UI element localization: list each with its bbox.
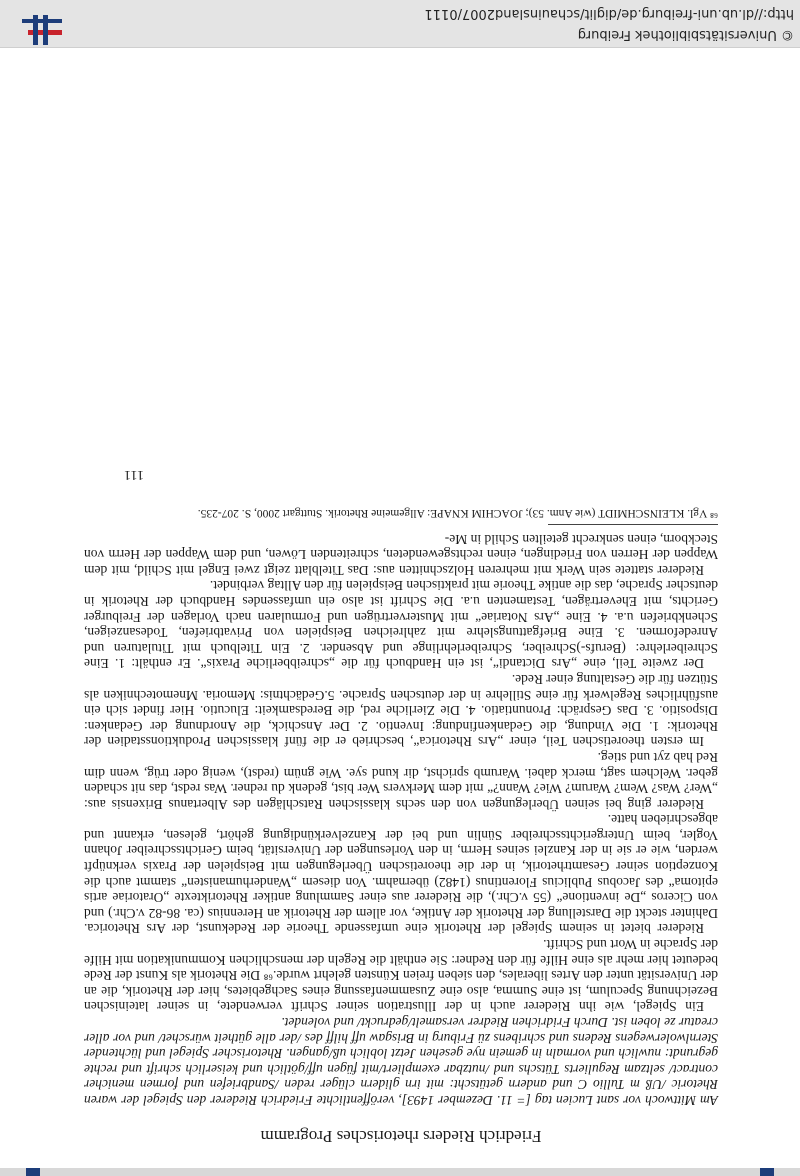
paragraph: Ein Spiegel, wie ihn Riederer auch in der Illustration seiner Schrift verwendete, in seiner lateinischen Bezeichnung Speculum, ist eine Summa, also eine Zusammenfassung eines Sachgebietes, hier der Rhetorik, die an der Universität unter den Artes liberales, den sieben freien Künsten gelehrt wurde.⁶⁸ Die Rhetorik als Kunst der Rede bedeutet hier mehr als eine Hilfe für den Redner: Sie enthält die Regeln der menschlichen Kommunikation mit Hilfe der Sprache in Wort und Schrift. [84, 937, 718, 1015]
paragraph: Am Mittwoch vor sant Lucien tag [= 11. Dezember 1493], veröffentlichte Friedrich Riederer den Spiegel der waren Rhetoric /Uß m Tullio C und andern getütscht: mit irn glidern clüger reden /Sandbriefen und formen menicher contract/ seltzam Regulierts Tütschs und /nutzbar exempliert/mit fügen uff/götlich und keiserlich schrift und rechte gegrundt: nuwlich und vormaln in gemein nye gesehen Jetzt loblich uß/gangen. Rhetorischer Spiegel und lüchtender Sternlwolerwegens Redens und schribens zü Friburg in Brisgaw uff hilff des /der alle gütheit würschet/ und vor aller creatur ze loben ist. Durch Fridrichen Riedrer versamelt/gedruckt/ und volendet. [84, 1015, 718, 1108]
footnote-rule [548, 524, 718, 525]
permalink-link[interactable]: http://dl.ub.uni-freiburg.de/diglit/schauinsland2007/0111 [424, 6, 794, 21]
paragraph: Riederer ging bei seinen Überlegungen von den sechs klassischen Ratschlägen des Albertanus Brixensis aus: „Wer? Was? Wem? Warum? Wie? Wann?“ mit dem Merkvers Wer bist, gedenk du redner. Was redst, das nit schaden geber. Welchem sagt, merck dabei. Warumb sprichst, dir kund sye. Wie gnüm (redst), wenig oder trüg, wenn dim Red hab zyt und stieg. [84, 749, 718, 812]
viewer-top-edge [0, 1168, 800, 1176]
page-title: Friedrich Rieders rhetorisches Programm [260, 1127, 542, 1146]
body-text [84, 531, 718, 1108]
library-footer [0, 0, 800, 48]
copyright-text: © Universitätsbibliothek Freiburg [577, 27, 794, 42]
ub-freiburg-logo-icon [12, 9, 62, 45]
document-page [84, 466, 718, 1156]
paragraph: Der zweite Teil, eine „Ars Dictandi“, ist ein Handbuch für die „schreibberliche Praxis“. Er enthält: 1. Eine Schreiberlehre: (Berufs-)Schreiber, Schreiberlehrlinge und Absender. 2. Ein Titelbuch mit Titulaturen und Anredeformen. 3. Eine Briefgattungslehre mit zahlreichen Beispielen von Privatbriefen, Todesanzeigen, Schenkbriefen u.a. 4. Eine „Ars Notariae“ mit Mustervertrügen und Formularen nach Vorlagen der Freiburger Gerichts, mit Eheverträgen, Testamenten u.a. Die Schrift ist also ein umfassendes Handbuch der Rhetorik in deutscher Sprache, das die antike Theorie mit praktischen Beispielen für den Alltag verbindet. [84, 578, 718, 672]
page-number: 111 [124, 467, 144, 483]
footnote: ⁶⁸ Vgl. KLEINSCHMIDT (wie Anm. 53); JOACHIM KNAPE: Allgemeine Rhetorik. Stuttgart 2000, S. 207-235. [197, 507, 718, 520]
paragraph: Im ersten theoretischen Teil, einer „Ars Rhetorica“, beschrieb er die fünf klassischen Produktionsstadien der Rhetorik: 1. Die Vindung, die Gedankenfindung: Inventio. 2. Der Anschick, die Anordnung der Gedanken: Dispositio. 3. Das Gespräch: Pronuntiatio. 4. Die Zierliche red, die Beredsamkeit: Elucutio. Hier findet sich ein ausführliches Regelwerk für eine Stillehre in der deutschen Sprache. 5.Gedächtnis: Memoria. Mnemotechniken als Stützen für die Gestaltung einer Rede. [84, 671, 718, 750]
paragraph: Riederer bietet in seinem Spiegel der Rhetorik eine umfassende Theorie der Redekunst, der Ars Rhetorica. Dahinter steckt die Darstellung der Rhetorik der Antike, vor allem der Rhetorik an Herennius (ca. 86-82 v.Chr.) und von Ciceros „De inventione“ (55 v.Chr.), die Riederer aus einer Sammlung antiker Rhetoriktexte „Oratoriae artis epitoma“ des Jacobus Publicius Florentinus (1482) übernahm. Von diesem „Wanderhumanisten“ stammt auch die Konzeption seiner Gesamtrhetorik, in der die theoretischen Überlegungen mit Beispielen der Praxis verknüpft werden, wie er sie in der Kanzlei seines Herrn, in den Vorlesungen der Universität, beim Gerichtsschreiber Johann Vogler, beim Untergerichtsschreiber Sünlin und bei der Kanzelverkündigung gehört, gelesen, erkannt und abgeschrieben hatte. [84, 812, 718, 937]
top-marker-right [26, 1168, 40, 1176]
paragraph: Riederer stattete sein Werk mit mehreren Holzschnitten aus: Das Titelblatt zeigt zwei Engel mit Schild, mit dem Wappen der Herren von Friedingen, einen rechtsgewendeten, schreitenden Löwen, und dem Wappen der Herrn von Steckborn, einen senkrecht geteilten Schild in Me- [84, 531, 718, 578]
top-marker-left [760, 1168, 774, 1176]
